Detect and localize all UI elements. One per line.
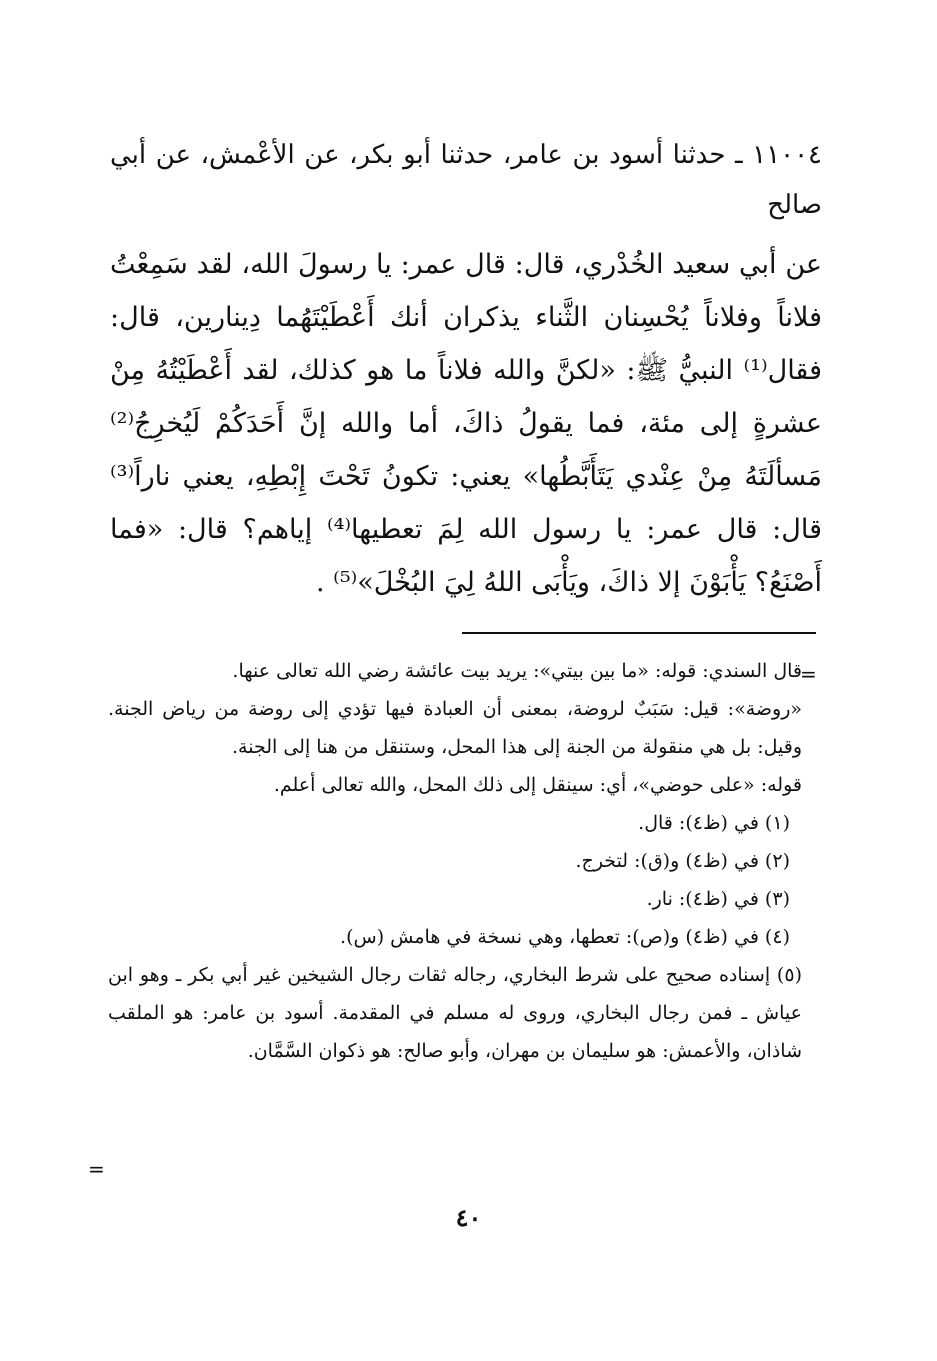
footnote-2: (٢) في (ظ٤) و(ق): لتخرج.: [575, 850, 790, 872]
continuation-mark-bottom: =: [88, 1157, 105, 1181]
footnote-commentary-2: «روضة»: قيل: سَبَبٌ لروضة، بمعنى أن العبادة فيها تؤدي إلى روضة من رياض الجنة. وقيل: بل هي منقولة من الجنة إلى هذا المحل، وستنقل من هنا إلى الجنة.: [108, 698, 802, 758]
footnote-4: (٤) في (ظ٤) و(ص): تعطها، وهي نسخة في هامش (س).: [340, 926, 790, 948]
continuation-mark-top: =: [800, 662, 817, 686]
footnote-commentary-3: قوله: «على حوضي»، أي: سينقل إلى ذلك المحل، والله تعالى أعلم.: [273, 774, 802, 796]
footnote-separator: [462, 632, 816, 634]
footnote-1: (١) في (ظ٤): قال.: [638, 812, 790, 834]
footnote-commentary-1: قال السندي: قوله: «ما بين بيتي»: يريد بيت عائشة رضي الله تعالى عنها.: [232, 660, 802, 682]
footnotes: [108, 652, 820, 1070]
footnote-3: (٣) في (ظ٤): نار.: [646, 888, 790, 910]
hadith-chain: ١١٠٠٤ ـ حدثنا أسود بن عامر، حدثنا أبو بكر، عن الأعْمش، عن أبي صالح: [110, 140, 822, 220]
page-number: ٤٠: [455, 1203, 482, 1232]
hadith-text: عن أبي سعيد الخُدْري، قال: قال عمر: يا رسولَ الله، لقد سَمِعْتُ فلاناً وفلاناً يُحْسِنان الثَّناء يذكران أنك أَعْطَيْتَهُما دِينارين، قال: فقال⁽¹⁾ النبيُّ ﷺ: «لكنَّ والله فلاناً ما هو كذلك، لقد أَعْطَيْتُهُ مِنْ عشرةٍ إلى مئة، فما يقولُ ذاكَ، أما والله إنَّ أَحَدَكُمْ لَيُخرِجُ⁽²⁾ مَسألَتَهُ مِنْ عِنْدي يَتَأَبَّطُها» يعني: تكونُ تَحْتَ إِبْطِهِ، يعني ناراً⁽³⁾ قال: قال عمر: يا رسول الله لِمَ تعطيها⁽⁴⁾ إياهم؟ قال: «فما أَصْنَعُ؟ يَأْبَوْنَ إلا ذاكَ، ويَأْبَى اللهُ لِيَ البُخْلَ»⁽⁵⁾ .: [110, 249, 822, 598]
footnote-5: (٥) إسناده صحيح على شرط البخاري، رجاله ثقات رجال الشيخين غير أبي بكر ـ وهو ابن عياش ـ فمن رجال البخاري، وروى له مسلم في المقدمة. أسود بن عامر: هو الملقب شاذان، والأعمش: هو سليمان بن مهران، وأبو صالح: هو ذكوان السَّمَّان.: [108, 964, 802, 1062]
